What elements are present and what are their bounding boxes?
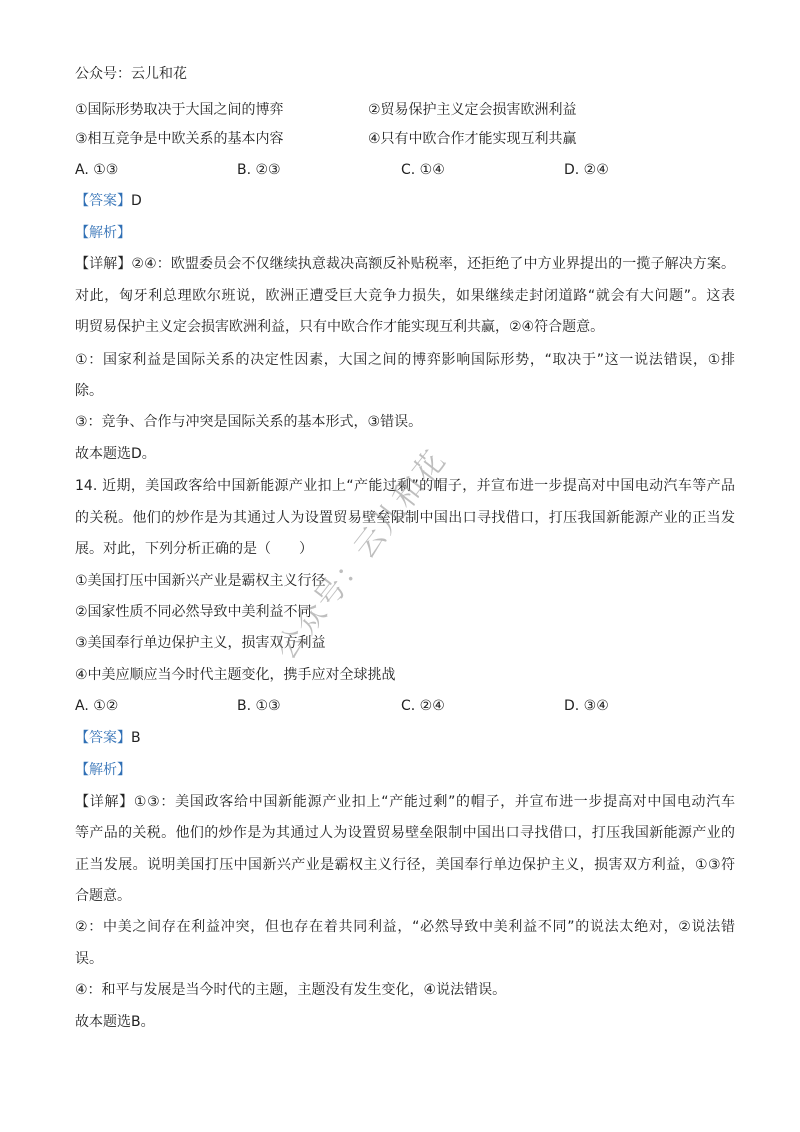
q13-option-3: ③相互竞争是中欧关系的基本内容 (75, 131, 284, 147)
q14-detail-line: 等产品的关税。他们的炒作是为其通过人为设置贸易壁垒限制中国出口寻找借口，打压我国新能源产业的 (75, 825, 735, 841)
q14-analysis-tag: 【解析】 (75, 762, 131, 778)
q13-detail-line: 故本题选D。 (75, 446, 156, 462)
q14-stem-line: 的关税。他们的炒作是为其通过人为设置贸易壁垒限制中国出口寻找借口，打压我国新能源产业的正当发 (75, 510, 735, 526)
q13-choice-c: C. ①④ (401, 162, 445, 178)
q13-detail-line: 除。 (75, 383, 103, 399)
q14-option-1: ①美国打压中国新兴产业是霸权主义行径 (75, 573, 326, 589)
q14-detail-line: 误。 (75, 951, 103, 967)
q14-detail-line: ②：中美之间存在利益冲突，但也存在着共同利益，“必然导致中美利益不同”的说法太绝对，②说法错 (75, 919, 735, 935)
q13-detail-line: 明贸易保护主义定会损害欧洲利益，只有中欧合作才能实现互利共赢，②④符合题意。 (75, 319, 605, 335)
q13-answer-row (75, 191, 142, 211)
q14-option-4: ④中美应顺应当今时代主题变化，携手应对全球挑战 (75, 667, 396, 683)
q14-detail-line: 故本题选B。 (75, 1014, 155, 1030)
q13-answer-tag: 【答案】 (75, 193, 131, 209)
q14-choice-d: D. ③④ (564, 698, 609, 714)
q14-option-2: ②国家性质不同必然导致中美利益不同 (75, 604, 312, 620)
q14-choice-b: B. ①③ (237, 698, 281, 714)
q14-detail-line: 正当发展。说明美国打压中国新兴产业是霸权主义行径，美国奉行单边保护主义，损害双方利益，①③符 (75, 857, 735, 873)
q14-choice-c: C. ②④ (401, 698, 445, 714)
q14-choice-a: A. ①② (75, 698, 119, 714)
q14-answer-row (75, 728, 141, 748)
q13-choice-b: B. ②③ (237, 162, 281, 178)
q14-detail-line: 合题意。 (75, 888, 131, 904)
q14-answer: B (131, 730, 141, 746)
q14-stem-line: 展。对此，下列分析正确的是（ ） (75, 541, 313, 557)
q14-answer-tag: 【答案】 (75, 730, 131, 746)
page-header: 公众号：云儿和花 (75, 66, 187, 82)
q14-stem-line: 14. 近期，美国政客给中国新能源产业扣上“产能过剩”的帽子，并宣布进一步提高对中国电动汽车等产品 (75, 478, 735, 494)
q13-detail-line: ③：竞争、合作与冲突是国际关系的基本形式，③错误。 (75, 414, 423, 430)
q13-option-4: ④只有中欧合作才能实现互利共赢 (368, 131, 577, 147)
q13-detail-line: ①：国家利益是国际关系的决定性因素，大国之间的博弈影响国际形势，“取决于”这一说法错误，①排 (75, 352, 735, 368)
watermark: 公众号：云儿和花 (268, 443, 454, 667)
q14-detail-line: 【详解】①③：美国政客给中国新能源产业扣上“产能过剩”的帽子，并宣布进一步提高对中国电动汽车 (75, 794, 735, 810)
q14-detail-line: ④：和平与发展是当今时代的主题，主题没有发生变化，④说法错误。 (75, 982, 507, 998)
q14-option-3: ③美国奉行单边保护主义，损害双方利益 (75, 635, 326, 651)
q13-choice-a: A. ①③ (75, 162, 119, 178)
q13-option-2: ②贸易保护主义定会损害欧洲利益 (368, 102, 577, 118)
q13-choice-d: D. ②④ (564, 162, 609, 178)
q13-option-1: ①国际形势取决于大国之间的博弈 (75, 102, 284, 118)
q13-detail-line: 【详解】②④：欧盟委员会不仅继续执意裁决高额反补贴税率，还拒绝了中方业界提出的一揽子解决方案。 (75, 256, 735, 272)
q13-analysis-tag: 【解析】 (75, 225, 131, 241)
q13-answer: D (131, 193, 142, 209)
q13-detail-line: 对此，匈牙利总理欧尔班说，欧洲正遭受巨大竞争力损失，如果继续走封闭道路“就会有大问题”。这表 (75, 288, 735, 304)
